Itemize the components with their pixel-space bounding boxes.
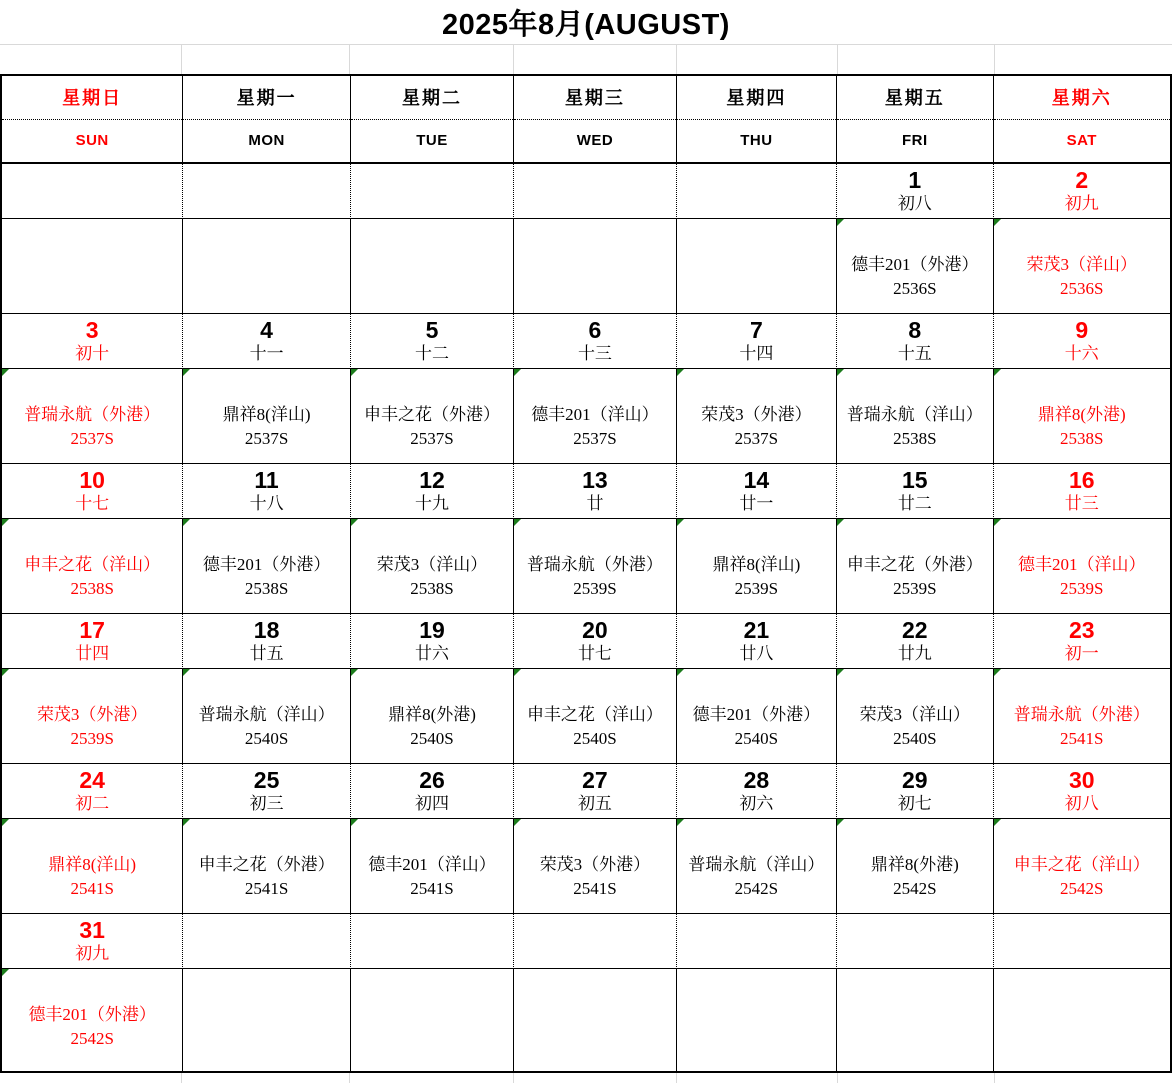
day-content-cell[interactable] [994, 519, 1170, 614]
day-content-cell[interactable] [837, 819, 993, 914]
date-number: 7 [749, 317, 763, 343]
date-number: 31 [79, 917, 105, 943]
ship-name: 德丰201（外港） [202, 555, 331, 574]
date-cell[interactable] [994, 314, 1170, 369]
day-content-cell[interactable] [837, 519, 993, 614]
date-cell[interactable] [514, 164, 676, 219]
voyage-number: 2537S [244, 429, 289, 448]
cell-error-marker-icon [351, 819, 358, 826]
cell-error-marker-icon [2, 519, 9, 526]
weekday-name-cn: 星期四 [677, 76, 836, 120]
weekday-name-en: SAT [1066, 132, 1097, 150]
date-number: 23 [1068, 617, 1095, 643]
day-content-cell[interactable] [2, 819, 183, 914]
voyage-number: 2541S [410, 879, 454, 898]
cell-error-marker-icon [183, 669, 190, 676]
day-content-cell[interactable] [514, 369, 676, 464]
lunar-date: 廿八 [739, 644, 774, 663]
lunar-date: 十八 [249, 494, 284, 513]
date-cell[interactable] [514, 764, 676, 819]
cell-error-marker-icon [514, 819, 521, 826]
date-number: 10 [79, 467, 105, 493]
weekday-header-cell-sat[interactable] [994, 76, 1170, 164]
day-content-cell[interactable] [994, 969, 1170, 1071]
cell-error-marker-icon [994, 669, 1001, 676]
ship-name: 德丰201（洋山） [1018, 555, 1146, 574]
day-content-cell[interactable] [514, 969, 676, 1071]
voyage-number: 2540S [573, 729, 617, 748]
date-cell[interactable] [994, 164, 1170, 219]
lunar-date: 十六 [1064, 344, 1099, 363]
date-number: 11 [254, 467, 279, 493]
date-number: 19 [419, 617, 445, 643]
ship-name: 普瑞永航（外港） [526, 555, 663, 574]
voyage-number: 2539S [70, 729, 114, 748]
day-content-cell[interactable] [514, 519, 676, 614]
day-content-cell[interactable] [183, 519, 350, 614]
voyage-number: 2537S [573, 429, 617, 448]
date-number: 20 [582, 617, 608, 643]
ship-name: 鼎祥8(洋山) [48, 855, 137, 874]
voyage-number: 2536S [893, 279, 937, 298]
ship-name: 普瑞永航（外港） [1013, 705, 1150, 724]
weekday-header-cell-tue[interactable] [351, 76, 514, 164]
ship-name: 普瑞永航（外港） [24, 405, 161, 424]
spreadsheet-gridline-row-bottom [0, 1073, 1172, 1083]
lunar-date: 十二 [415, 344, 449, 363]
lunar-date: 初八 [897, 194, 932, 213]
day-content-cell[interactable] [2, 669, 183, 764]
date-cell[interactable] [183, 464, 350, 519]
date-cell[interactable] [837, 764, 993, 819]
ship-name: 德丰201（外港） [28, 1005, 156, 1024]
date-cell[interactable] [677, 464, 837, 519]
date-number: 26 [419, 767, 445, 793]
ship-name: 荣茂3（洋山） [1026, 255, 1138, 274]
ship-name: 荣茂3（外港） [701, 405, 812, 424]
lunar-date: 廿一 [739, 494, 774, 513]
voyage-number: 2541S [70, 879, 114, 898]
date-number: 18 [253, 617, 280, 643]
voyage-number: 2538S [410, 579, 454, 598]
gridline-cell [182, 1073, 350, 1083]
date-number: 30 [1068, 767, 1095, 793]
date-number: 6 [588, 317, 602, 343]
voyage-number: 2540S [893, 729, 937, 748]
weekday-name-cn: 星期一 [183, 76, 349, 120]
voyage-number: 2542S [1060, 879, 1104, 898]
date-number: 25 [253, 767, 280, 793]
day-content-cell[interactable] [2, 219, 183, 314]
cell-error-marker-icon [837, 219, 844, 226]
weekday-name-en: WED [576, 132, 614, 150]
day-content-cell[interactable] [183, 669, 350, 764]
lunar-date: 初六 [739, 794, 774, 813]
voyage-number: 2537S [410, 429, 454, 448]
lunar-date: 廿二 [897, 494, 932, 513]
ship-name: 普瑞永航（洋山） [846, 405, 983, 424]
voyage-number: 2540S [410, 729, 454, 748]
day-content-cell[interactable] [514, 669, 676, 764]
day-content-cell[interactable] [994, 369, 1170, 464]
weekday-name-en: TUE [416, 132, 448, 150]
lunar-date: 初九 [75, 944, 110, 963]
gridline-cell [838, 1073, 995, 1083]
weekday-header-cell-fri[interactable] [837, 76, 993, 164]
day-content-cell[interactable] [514, 819, 676, 914]
gridline-cell [677, 1073, 838, 1083]
date-number: 21 [743, 617, 770, 643]
voyage-number: 2540S [244, 729, 289, 748]
lunar-date: 十一 [249, 344, 284, 363]
cell-error-marker-icon [837, 819, 844, 826]
date-cell[interactable] [677, 764, 837, 819]
cell-error-marker-icon [677, 819, 684, 826]
voyage-number: 2537S [734, 429, 779, 448]
day-content-cell[interactable] [514, 219, 676, 314]
weekday-header-cell-mon[interactable] [183, 76, 350, 164]
cell-error-marker-icon [514, 519, 521, 526]
date-number: 29 [902, 767, 928, 793]
date-cell[interactable] [837, 314, 993, 369]
ship-name: 荣茂3（洋山） [859, 705, 971, 724]
cell-error-marker-icon [994, 219, 1001, 226]
date-number: 5 [425, 317, 439, 343]
date-cell[interactable] [514, 314, 676, 369]
voyage-number: 2536S [1060, 279, 1104, 298]
lunar-date: 廿五 [249, 644, 284, 663]
date-number: 13 [582, 467, 608, 493]
lunar-date: 廿四 [75, 644, 110, 663]
weekday-name-cn: 星期二 [351, 76, 513, 120]
day-content-cell[interactable] [183, 969, 350, 1071]
date-cell[interactable] [2, 314, 183, 369]
cell-error-marker-icon [351, 369, 358, 376]
lunar-date: 初二 [75, 794, 110, 813]
date-cell[interactable] [994, 764, 1170, 819]
ship-name: 荣茂3（外港） [36, 705, 148, 724]
date-number: 12 [419, 467, 445, 493]
lunar-date: 十七 [75, 494, 110, 513]
weekday-header-cell-sun[interactable] [2, 76, 183, 164]
lunar-date: 廿七 [577, 644, 612, 663]
voyage-number: 2542S [734, 879, 779, 898]
cell-error-marker-icon [677, 519, 684, 526]
voyage-number: 2541S [1060, 729, 1104, 748]
date-cell[interactable] [351, 764, 514, 819]
ship-name: 鼎祥8(洋山) [222, 405, 311, 424]
date-cell[interactable] [183, 164, 350, 219]
gridline-cell [350, 1073, 514, 1083]
date-cell[interactable] [2, 914, 183, 969]
date-number: 27 [582, 767, 608, 793]
cell-error-marker-icon [994, 369, 1001, 376]
ship-name: 申丰之花（外港） [198, 855, 335, 874]
lunar-date: 廿九 [897, 644, 932, 663]
date-cell[interactable] [837, 614, 993, 669]
date-number: 22 [902, 617, 928, 643]
date-cell[interactable] [677, 314, 837, 369]
day-content-cell[interactable] [677, 819, 837, 914]
gridline-cell [995, 1073, 1172, 1083]
lunar-date: 十四 [739, 344, 774, 363]
cell-error-marker-icon [2, 819, 9, 826]
weekday-name-cn: 星期六 [994, 76, 1170, 120]
day-content-cell[interactable] [351, 819, 514, 914]
ship-name: 德丰201（外港） [692, 705, 821, 724]
cell-error-marker-icon [514, 369, 521, 376]
date-number: 14 [743, 467, 770, 493]
lunar-date: 初三 [249, 794, 284, 813]
cell-error-marker-icon [2, 369, 9, 376]
date-cell[interactable] [183, 914, 350, 969]
ship-name: 普瑞永航（洋山） [688, 855, 825, 874]
day-content-cell[interactable] [994, 219, 1170, 314]
date-cell[interactable] [2, 164, 183, 219]
ship-name: 申丰之花（洋山） [24, 555, 161, 574]
date-number: 28 [743, 767, 770, 793]
voyage-number: 2542S [70, 1029, 114, 1048]
voyage-number: 2538S [70, 579, 114, 598]
day-content-cell[interactable] [351, 369, 514, 464]
cell-error-marker-icon [183, 519, 190, 526]
ship-name: 鼎祥8(外港) [870, 855, 959, 874]
ship-name: 申丰之花（外港） [364, 405, 500, 424]
ship-name: 德丰201（外港） [851, 255, 979, 274]
date-number: 24 [79, 767, 105, 793]
date-cell[interactable] [837, 164, 993, 219]
day-content-cell[interactable] [994, 819, 1170, 914]
day-content-cell[interactable] [2, 369, 183, 464]
day-content-cell[interactable] [351, 219, 514, 314]
cell-error-marker-icon [2, 969, 9, 976]
lunar-date: 初七 [897, 794, 932, 813]
lunar-date: 廿六 [415, 644, 449, 663]
date-cell[interactable] [837, 464, 993, 519]
ship-name: 普瑞永航（洋山） [198, 705, 335, 724]
ship-name: 荣茂3（洋山） [376, 555, 488, 574]
date-cell[interactable] [351, 914, 514, 969]
date-number: 3 [85, 317, 99, 343]
date-cell[interactable] [351, 464, 514, 519]
ship-name: 鼎祥8(外港) [1037, 405, 1126, 424]
ship-name: 德丰201（洋山） [531, 405, 659, 424]
weekday-name-cn: 星期日 [2, 76, 182, 120]
voyage-number: 2538S [244, 579, 289, 598]
date-cell[interactable] [2, 614, 183, 669]
day-content-cell[interactable] [677, 369, 837, 464]
cell-error-marker-icon [677, 369, 684, 376]
day-content-cell[interactable] [183, 369, 350, 464]
date-cell[interactable] [677, 914, 837, 969]
cell-error-marker-icon [514, 669, 521, 676]
ship-name: 申丰之花（外港） [846, 555, 983, 574]
date-cell[interactable] [183, 314, 350, 369]
lunar-date: 初四 [415, 794, 449, 813]
day-content-cell[interactable] [2, 519, 183, 614]
weekday-name-cn: 星期五 [837, 76, 992, 120]
weekday-header-cell-thu[interactable] [677, 76, 837, 164]
day-content-cell[interactable] [677, 219, 837, 314]
date-cell[interactable] [351, 614, 514, 669]
ship-name: 德丰201（洋山） [368, 855, 496, 874]
ship-name: 鼎祥8(洋山) [712, 555, 801, 574]
lunar-date: 初一 [1064, 644, 1099, 663]
lunar-date: 初五 [577, 794, 612, 813]
day-content-cell[interactable] [351, 669, 514, 764]
ship-name: 荣茂3（外港） [539, 855, 651, 874]
lunar-date: 初十 [75, 344, 110, 363]
day-content-cell[interactable] [837, 969, 993, 1071]
lunar-date: 廿 [586, 494, 604, 513]
date-cell[interactable] [514, 614, 676, 669]
date-cell[interactable] [183, 764, 350, 819]
day-content-cell[interactable] [677, 969, 837, 1071]
date-cell[interactable] [351, 314, 514, 369]
cell-error-marker-icon [677, 669, 684, 676]
date-cell[interactable] [994, 914, 1170, 969]
voyage-number: 2537S [70, 429, 114, 448]
day-content-cell[interactable] [837, 369, 993, 464]
gridline-cell [0, 1073, 182, 1083]
date-cell[interactable] [514, 464, 676, 519]
cell-error-marker-icon [351, 519, 358, 526]
date-number: 8 [908, 317, 922, 343]
weekday-name-en: MON [248, 132, 285, 150]
voyage-number: 2539S [893, 579, 937, 598]
date-cell[interactable] [677, 614, 837, 669]
lunar-date: 十三 [577, 344, 612, 363]
voyage-number: 2542S [893, 879, 937, 898]
lunar-date: 初九 [1064, 194, 1099, 213]
gridline-cell [0, 45, 182, 74]
cell-error-marker-icon [994, 819, 1001, 826]
cell-error-marker-icon [183, 819, 190, 826]
weekday-name-en: FRI [901, 132, 928, 150]
lunar-date: 十五 [897, 344, 932, 363]
date-cell[interactable] [183, 614, 350, 669]
date-number: 9 [1075, 317, 1089, 343]
day-content-cell[interactable] [994, 669, 1170, 764]
lunar-date: 初八 [1064, 794, 1099, 813]
voyage-number: 2539S [573, 579, 617, 598]
weekday-name-cn: 星期三 [514, 76, 675, 120]
date-cell[interactable] [837, 914, 993, 969]
cell-error-marker-icon [837, 519, 844, 526]
gridline-cell [838, 45, 995, 74]
voyage-number: 2539S [1060, 579, 1104, 598]
day-content-cell[interactable] [183, 219, 350, 314]
date-cell[interactable] [994, 464, 1170, 519]
gridline-cell [514, 1073, 677, 1083]
ship-name: 申丰之花（洋山） [526, 705, 663, 724]
date-cell[interactable] [2, 764, 183, 819]
cell-error-marker-icon [994, 519, 1001, 526]
cell-error-marker-icon [183, 369, 190, 376]
date-number: 4 [260, 317, 273, 343]
ship-name: 申丰之花（洋山） [1013, 855, 1150, 874]
date-number: 17 [79, 617, 105, 643]
cell-error-marker-icon [2, 669, 9, 676]
weekday-name-en: THU [740, 132, 773, 150]
day-content-cell[interactable] [351, 969, 514, 1071]
lunar-date: 廿三 [1064, 494, 1099, 513]
voyage-number: 2539S [734, 579, 779, 598]
date-number: 2 [1075, 167, 1089, 193]
date-number: 1 [908, 167, 922, 193]
day-content-cell[interactable] [677, 519, 837, 614]
gridline-cell [514, 45, 677, 74]
gridline-cell [677, 45, 838, 74]
voyage-number: 2540S [734, 729, 779, 748]
calendar-grid [0, 74, 1172, 1073]
cell-error-marker-icon [837, 369, 844, 376]
date-cell[interactable] [677, 164, 837, 219]
date-number: 16 [1068, 467, 1095, 493]
date-cell[interactable] [994, 614, 1170, 669]
day-content-cell[interactable] [183, 819, 350, 914]
day-content-cell[interactable] [2, 969, 183, 1071]
page-title: 2025年8月(AUGUST) [442, 8, 730, 41]
weekday-header-cell-wed[interactable] [514, 76, 676, 164]
date-cell[interactable] [351, 164, 514, 219]
ship-name: 鼎祥8(外港) [388, 705, 476, 724]
voyage-number: 2541S [573, 879, 617, 898]
cell-error-marker-icon [837, 669, 844, 676]
day-content-cell[interactable] [351, 519, 514, 614]
date-cell[interactable] [514, 914, 676, 969]
cell-error-marker-icon [351, 669, 358, 676]
voyage-number: 2538S [893, 429, 937, 448]
date-number: 15 [902, 467, 928, 493]
date-cell[interactable] [2, 464, 183, 519]
spreadsheet-gridline-row [0, 44, 1172, 74]
weekday-name-en: SUN [75, 132, 109, 150]
gridline-cell [182, 45, 350, 74]
voyage-number: 2538S [1060, 429, 1104, 448]
voyage-number: 2541S [244, 879, 289, 898]
lunar-date: 十九 [415, 494, 449, 513]
day-content-cell[interactable] [837, 219, 993, 314]
day-content-cell[interactable] [837, 669, 993, 764]
gridline-cell [350, 45, 514, 74]
day-content-cell[interactable] [677, 669, 837, 764]
gridline-cell [995, 45, 1172, 74]
